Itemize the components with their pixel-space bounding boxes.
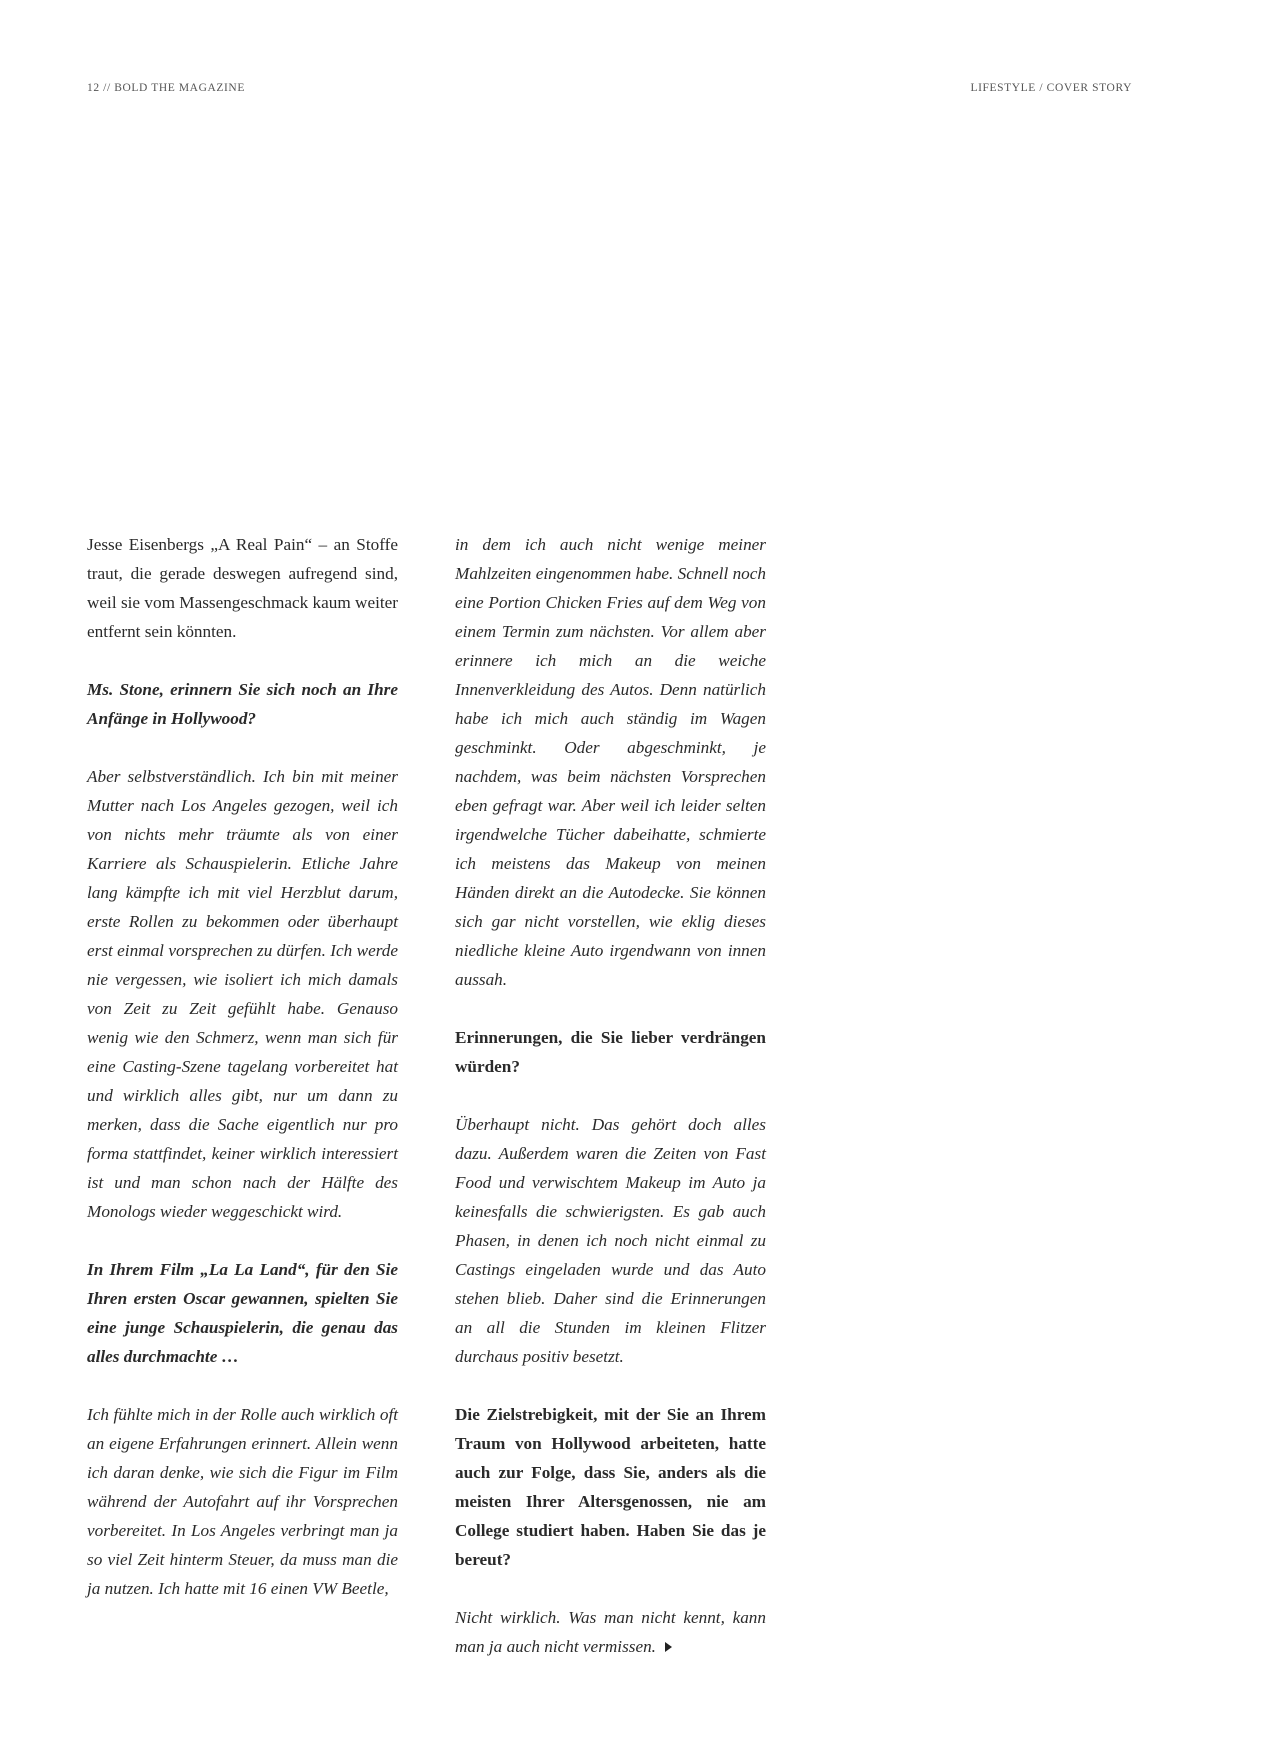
interview-answer: Überhaupt nicht. Das gehört doch alles dazu. Außerdem waren die Zeiten von Fast Food und verwischtem Makeup im Auto ja keinesfalls die schwierigsten. Es gab auch Phasen, in denen ich noch nicht einmal zu Castings eingeladen wurde und das Auto stehen blieb. Daher sind die Erinnerungen an all die Stunden im kleinen Flitzer durchaus positiv besetzt.	[455, 1115, 766, 1366]
interview-answer-final	[455, 1603, 766, 1661]
running-head-right: LIFESTYLE / COVER STORY	[970, 82, 1132, 94]
interview-answer: Aber selbstverständlich. Ich bin mit meiner Mutter nach Los Angeles gezogen, weil ich von nichts mehr träumte als von einer Karriere als Schauspielerin. Etliche Jahre lang kämpfte ich mit viel Herzblut darum, erste Rollen zu bekommen oder überhaupt erst einmal vorsprechen zu dürfen. Ich werde nie vergessen, wie isoliert ich mich damals von Zeit zu Zeit gefühlt habe. Genauso wenig wie den Schmerz, wenn man sich für eine Casting-Szene tagelang vorbereitet hat und wirklich alles gibt, nur um dann zu merken, dass die Sache eigentlich nur pro forma stattfindet, keiner wirklich interessiert ist und man schon nach der Hälfte des Monologs wieder weggeschickt wird.	[87, 767, 398, 1221]
intro-paragraph: Jesse Eisenbergs „A Real Pain“ – an Stoffe traut, die gerade deswegen aufregend sind, weil sie vom Massengeschmack kaum weiter entfernt sein könnten.	[87, 535, 398, 641]
interview-answer: Ich fühlte mich in der Rolle auch wirklich oft an eigene Erfahrungen erinnert. Allein wenn ich daran denke, wie sich die Figur im Film während der Autofahrt auf ihr Vorsprechen vorbereitet. In Los Angeles verbringt man ja so viel Zeit hinterm Steuer, da muss man die ja nutzen. Ich hatte mit 16 einen VW Beetle,	[87, 1405, 398, 1598]
interview-answer-continued: in dem ich auch nicht wenige meiner Mahlzeiten eingenommen habe. Schnell noch eine Portion Chicken Fries auf dem Weg von einem Termin zum nächsten. Vor allem aber erinnere ich mich an die weiche Innenverkleidung des Autos. Denn natürlich habe ich mich auch ständig im Wagen geschminkt. Oder abgeschminkt, je nachdem, was beim nächsten Vorsprechen eben gefragt war. Aber weil ich leider selten irgendwelche Tücher dabeihatte, schmierte ich meistens das Makeup von meinen Händen direkt an die Autodecke. Sie können sich gar nicht vorstellen, wie eklig dieses niedliche kleine Auto irgendwann von innen aussah.	[455, 535, 766, 989]
interview-question: Erinnerungen, die Sie lieber verdrängen würden?	[455, 1028, 766, 1076]
interview-question: Ms. Stone, erinnern Sie sich noch an Ihre Anfänge in Hollywood?	[87, 680, 398, 728]
running-head-left: 12 // BOLD THE MAGAZINE	[87, 82, 245, 94]
final-answer-text: Nicht wirklich. Was man nicht kennt, kann man ja auch nicht vermissen.	[455, 1608, 766, 1656]
interview-question: Die Zielstrebigkeit, mit der Sie an Ihrem Traum von Hollywood arbeiteten, hatte auch zur Folge, dass Sie, anders als die meisten Ihrer Altersgenossen, nie am College studiert haben. Haben Sie das je bereut?	[455, 1405, 766, 1569]
interview-question: In Ihrem Film „La La Land“, für den Sie Ihren ersten Oscar gewannen, spielten Sie eine junge Schauspielerin, die genau das alles durchmachte …	[87, 1260, 398, 1366]
text-column-right	[455, 530, 766, 1661]
text-column-left	[87, 530, 398, 1603]
continue-arrow-icon	[665, 1642, 672, 1652]
